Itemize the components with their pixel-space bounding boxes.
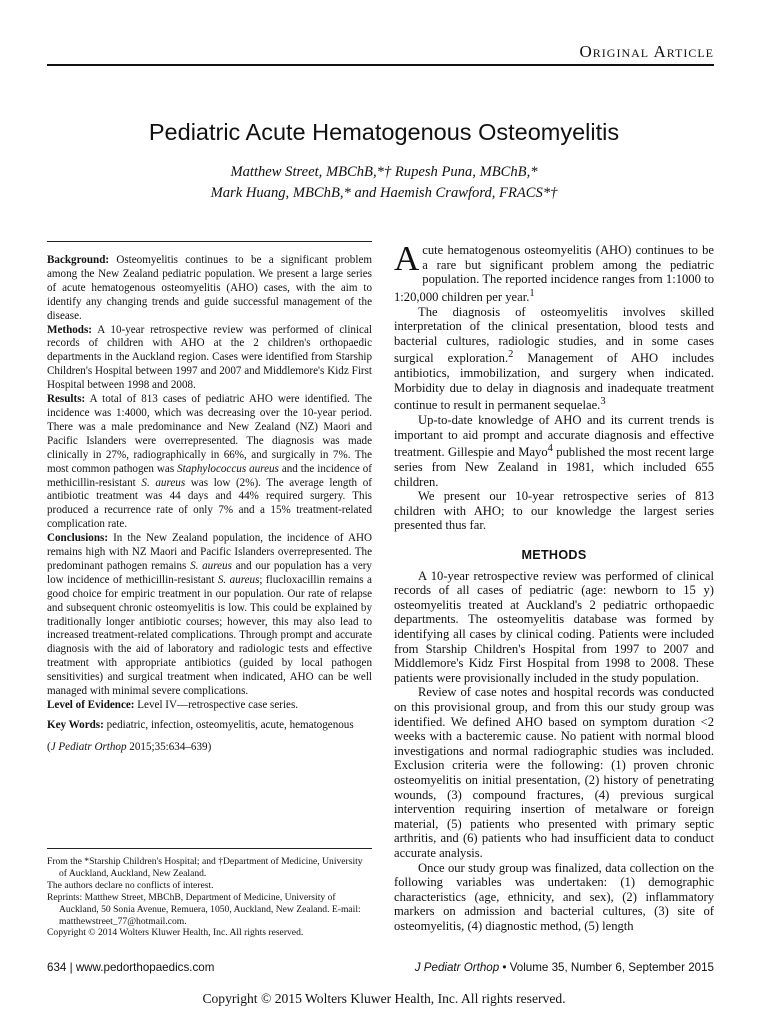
footer-issue: Volume 35, Number 6, September 2015 xyxy=(509,961,714,974)
copyright-bar: Copyright © 2015 Wolters Kluwer Health, Inc. All rights reserved. xyxy=(202,991,566,1006)
abstract-conclusions xyxy=(47,532,372,699)
footnote-affiliation: From the *Starship Children's Hospital; and †Department of Medicine, University of Auckland, Auckland, New Zealand. xyxy=(47,856,363,879)
footnote-rule xyxy=(47,848,372,849)
intro-paragraph xyxy=(394,239,714,305)
abstract xyxy=(47,254,372,755)
abstract-background xyxy=(47,254,372,324)
results-pathogen: Staphylococcus aureus xyxy=(177,462,279,475)
intro-text: cute hematogenous osteomyelitis (AHO) continues to be a rare but significant problem among the pediatric population. The reported incidence ranges from 1:1000 to 1:20,000 children per year. xyxy=(394,243,714,304)
intro-paragraph: We present our 10-year retrospective series of 813 children with AHO; to our knowledge the largest series presented thus far. xyxy=(394,489,714,533)
conclusions-text: and our population has a very low incidence of methicillin-resistant xyxy=(47,559,372,586)
intro-text: The diagnosis of osteomyelitis involves skilled interpretation of the clinical presentation, blood tests and bacterial cultures, radiologic studies, and in some cases surgical exploration. xyxy=(394,304,714,366)
results-text: was low (2%). The average length of antibiotic treatment was 44 days and 44% required surgery. This produced a recurrence rate of only 7% and a 15% treatment-related complication rate. xyxy=(47,476,372,531)
keywords-label: Key Words: xyxy=(47,718,104,731)
header-rule xyxy=(47,64,714,66)
reference-mark: 1 xyxy=(529,287,535,299)
intro-text: published the most recent large series from New Zealand in 1981, which included 655 children. xyxy=(394,445,714,489)
page-number: 634 xyxy=(47,961,67,974)
methods-paragraph: Review of case notes and hospital records was conducted on this provisional group, and from this our study group was identified. We defined AHO based on symptom duration <2 weeks with a bacteremic cause. No patient with normal blood investigations and normal radiographic studies was included. Exclusion criteria were the following: (1) proven chronic osteomyelitis on initial presentation, (2) history of penetrating wounds, (3) compound fractures, (4) previous surgical intervention requiring insertion of metalware or foreign material, (5) patients who presented with primary septic arthritis, and (6) patients who had insufficient data to conduct accurate analysis. xyxy=(394,685,714,860)
footnote-reprints: Reprints: Matthew Street, MBChB, Department of Medicine, University of Auckland, 50 Sonia Avenue, Remuera, 1050, Auckland, New Zealand. E-mail: matthewstreet_77@hotmail.com. xyxy=(47,891,361,927)
abstract-results xyxy=(47,393,372,532)
citation: (J Pediatr Orthop 2015;35:634–639) xyxy=(47,740,212,753)
reference-mark: 4 xyxy=(547,443,553,455)
intro-paragraph xyxy=(394,305,714,414)
authors-line-2: Mark Huang, MBChB,* and Haemish Crawford, FRACS*† xyxy=(210,185,558,201)
citation-detail: 2015;35:634–639 xyxy=(129,740,208,753)
level-label: Level of Evidence: xyxy=(47,699,135,711)
drop-cap: A xyxy=(394,239,420,278)
methods-paragraph: Once our study group was finalized, data collection on the following variables was undertaken: (1) demographic characteristics (age, ethnicity, and sex), (2) inflammatory markers on admission and bacterial cultures, (3) site of osteomyelitis, (4) diagnostic method, (5) length xyxy=(394,860,714,933)
results-text: A total of 813 cases of pediatric AHO were identified. The incidence was 1:4000, which was decreasing over the 10-year period. There was a male predominance and New Zealand (NZ) Maori and Pacific Islanders were overrepresented. The diagnosis was made clinically in 27%, radiographically in 66%, and surgically in 7%. The most common pathogen was xyxy=(47,393,372,475)
page-footer-right: J Pediatr Orthop • Volume 35, Number 6, September 2015 xyxy=(414,961,714,974)
conclusions-pathogen: S. aureus xyxy=(217,573,260,586)
citation-journal: J Pediatr Orthop xyxy=(50,740,127,753)
conclusions-text: ; flucloxacillin remains a good choice for empiric treatment in our population. Our rate of relapse and subsequent chronic osteomyelitis is low. This could be explained by traditionally longer antibiotic courses; however, this may also lead to increased treatment-related complications. Through prompt and accurate diagnosis with the aid of laboratory and radiologic tests and effective treatment with appropriate antibiotics (guided by local pathogen sensitivities) and surgical treatment when indicated, AHO can be well managed with minimal severe complications. xyxy=(47,573,372,698)
results-text: and the incidence of methicillin-resistant xyxy=(47,462,372,489)
conclusions-text: In the New Zealand population, the incidence of AHO remains high with NZ Maori and Pacific Islanders overrepresented. The predominant pathogen remains xyxy=(47,532,372,572)
footnote-copyright: Copyright © 2014 Wolters Kluwer Health, Inc. All rights reserved. xyxy=(47,927,304,939)
results-pathogen: S. aureus xyxy=(141,476,186,489)
abstract-level xyxy=(47,699,372,713)
reference-mark: 3 xyxy=(600,396,606,408)
conclusions-label: Conclusions: xyxy=(47,532,109,545)
abstract-keywords xyxy=(47,719,372,733)
body-column xyxy=(394,239,714,933)
section-label: Original Article xyxy=(579,42,714,61)
methods-text: A 10-year retrospective review was performed of clinical records of children with AHO at the 2 children's orthopaedic departments in the Auckland region. Cases were identified from Starship Children's Hospital between 1997 and 2007 and Middlemore's Kidz First Hospital between 1998 and 2008. xyxy=(47,323,372,392)
page-footer-left: 634 | www.pedorthopaedics.com xyxy=(47,961,215,974)
abstract-top-rule xyxy=(47,241,372,242)
footnote-conflicts: The authors declare no conflicts of interest. xyxy=(47,879,214,891)
level-text: Level IV—retrospective case series. xyxy=(137,699,299,711)
article-title: Pediatric Acute Hematogenous Osteomyelitis xyxy=(148,119,620,145)
intro-paragraph xyxy=(394,413,714,489)
keywords-text: pediatric, infection, osteomyelitis, acute, hematogenous xyxy=(106,718,354,731)
authors-line-1: Matthew Street, MBChB,*† Rupesh Puna, MBChB,* xyxy=(230,164,538,180)
conclusions-pathogen: S. aureus xyxy=(190,559,232,572)
journal-website: www.pedorthopaedics.com xyxy=(75,961,215,974)
author-list xyxy=(0,162,768,204)
footnotes xyxy=(47,856,372,939)
intro-text: Up-to-date knowledge of AHO and its current trends is important to aid prompt and accurate diagnosis and effective treatment. Gillespie and Mayo xyxy=(394,413,714,460)
abstract-methods xyxy=(47,324,372,394)
background-label: Background: xyxy=(47,254,110,266)
intro-text: Management of AHO includes antibiotics, immobilization, and surgery when indicated. Morbidity due to delay in diagnosis and inadequate treatment continue to result in permanent sequelae. xyxy=(394,351,714,413)
methods-paragraph: A 10-year retrospective review was performed of clinical records of all cases of pediatric (age: newborn to 15 y) osteomyelitis treated at Auckland's 2 pediatric orthopaedic departments. The osteomyelitis database was formed by identifying all cases by clinical coding. Patients were included from Starship Children's Hospital from 1997 to 2007 and Middlemore's Kidz First Hospital from 1998 to 2008. These patients were provisionally included in the study population. xyxy=(394,568,714,685)
methods-heading: METHODS xyxy=(521,548,587,563)
reference-mark: 2 xyxy=(508,349,514,361)
background-text: Osteomyelitis continues to be a significant problem among the New Zealand pediatric population. We present a large series of acute hematogenous osteomyelitis (AHO) cases, with the aim to identify any changing trends and guide successful management of the disease. xyxy=(47,254,372,322)
footer-journal: J Pediatr Orthop xyxy=(414,961,500,974)
results-label: Results: xyxy=(47,393,86,406)
methods-label: Methods: xyxy=(47,323,92,336)
